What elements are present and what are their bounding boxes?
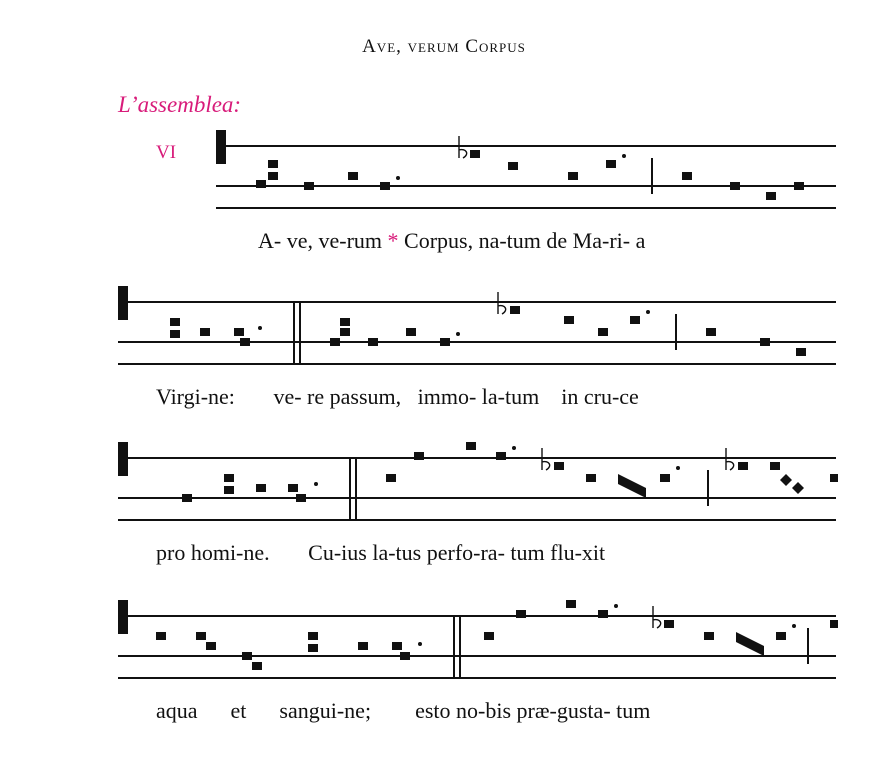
staff-line-2	[0, 276, 888, 376]
c-clef-icon	[118, 442, 128, 476]
c-clef-icon	[118, 286, 128, 320]
staff-line-3	[0, 432, 888, 532]
staff-line-4	[0, 590, 888, 690]
chant-title: Ave, verum Corpus	[362, 36, 526, 57]
staff-line-1	[0, 120, 888, 220]
lyric-line-4: aqua et sangui-ne; esto no-bis præ-gusta- tum	[156, 698, 651, 723]
lyric-line-2: Virgi-ne: ve- re passum, immo- la-tum in cru-ce	[156, 384, 639, 409]
lyric-line-1: A- ve, ve-rum * Corpus, na-tum de Ma-ri- a	[258, 228, 646, 253]
c-clef-icon	[216, 130, 226, 164]
c-clef-icon	[118, 600, 128, 634]
asterisk: *	[387, 228, 399, 253]
neume-group	[256, 150, 804, 200]
role-label: L’assemblea:	[118, 92, 242, 117]
lyric-line-3: pro homi-ne. Cu-ius la-tus perfo-ra- tum flu-xit	[156, 540, 606, 565]
mode-label: VI	[156, 142, 177, 163]
